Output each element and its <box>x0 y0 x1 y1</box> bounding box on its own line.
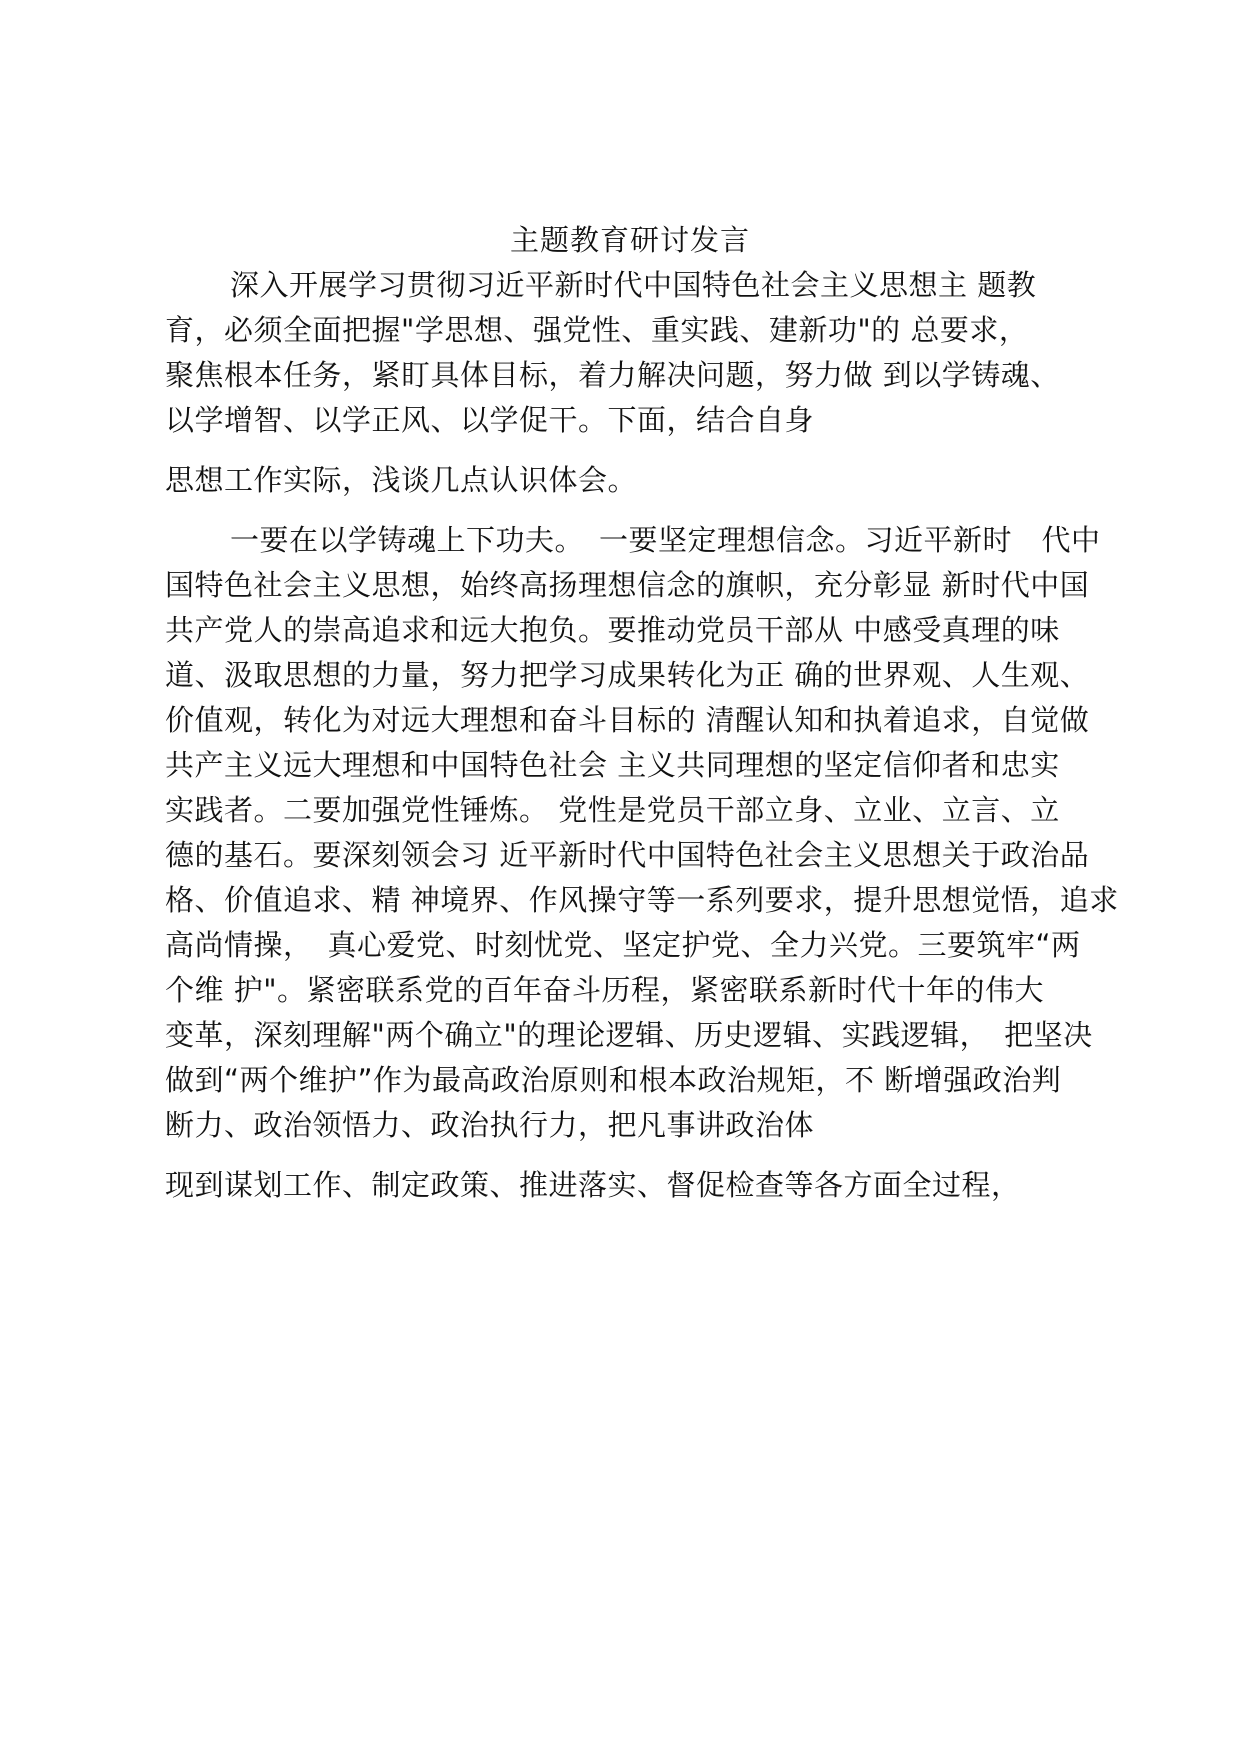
paragraph-2-line-11: 个维 护"。紧密联系党的百年奋斗历程，紧密联系新时代十年的伟大 <box>165 973 1045 1007</box>
paragraph-1-line-2: 育，必须全面把握"学思想、强党性、重实践、建新功"的 总要求， <box>165 313 1029 347</box>
paragraph-2-line-6: 共产主义远大理想和中国特色社会 主义共同理想的坚定信仰者和忠实 <box>165 748 1060 782</box>
paragraph-1-line-4: 以学增智、以学正风、以学促干。下面，结合自身 <box>165 403 815 437</box>
document-title: 主题教育研讨发言 <box>509 223 750 257</box>
paragraph-2-line-3: 共产党人的崇高追求和远大抱负。要推动党员干部从 中感受真理的味 <box>165 613 1060 647</box>
paragraph-2-line-14: 断力、政治领悟力、政治执行力，把凡事讲政治体 <box>165 1108 815 1142</box>
paragraph-1-line-1: 深入开展学习贯彻习近平新时代中国特色社会主义思想主 题教 <box>230 268 1037 302</box>
paragraph-1-line-5: 思想工作实际，浅谈几点认识体会。 <box>165 463 638 497</box>
paragraph-2-line-10: 高尚情操， 真心爱党、时刻忧党、坚定护党、全力兴党。三要筑牢“两 <box>165 928 1081 962</box>
paragraph-2-line-8: 德的基石。要深刻领会习 近平新时代中国特色社会主义思想关于政治品 <box>165 838 1090 872</box>
paragraph-2-line-4: 道、汲取思想的力量，努力把学习成果转化为正 确的世界观、人生观、 <box>165 658 1090 692</box>
paragraph-2-line-9: 格、价值追求、精 神境界、作风操守等一系列要求，提升思想觉悟，追求 <box>165 883 1119 917</box>
paragraph-2-line-1: 一要在以学铸魂上下功夫。 一要坚定理想信念。习近平新时 代中 <box>230 523 1101 557</box>
paragraph-2-line-5: 价值观，转化为对远大理想和奋斗目标的 清醒认知和执着追求，自觉做 <box>165 703 1090 737</box>
paragraph-2-line-15: 现到谋划工作、制定政策、推进落实、督促检查等各方面全过程， <box>165 1168 1021 1202</box>
paragraph-2-line-7: 实践者。二要加强党性锤炼。 党性是党员干部立身、立业、立言、立 <box>165 793 1060 827</box>
paragraph-2-line-2: 国特色社会主义思想，始终高扬理想信念的旗帜，充分彰显 新时代中国 <box>165 568 1090 602</box>
paragraph-1-line-3: 聚焦根本任务，紧盯具体目标，着力解决问题，努力做 到以学铸魂、 <box>165 358 1060 392</box>
paragraph-2-line-12: 变革，深刻理解"两个确立"的理论逻辑、历史逻辑、实践逻辑， 把坚决 <box>165 1018 1093 1052</box>
paragraph-2-line-13: 做到“两个维护”作为最高政治原则和根本政治规矩，不 断增强政治判 <box>165 1063 1062 1097</box>
